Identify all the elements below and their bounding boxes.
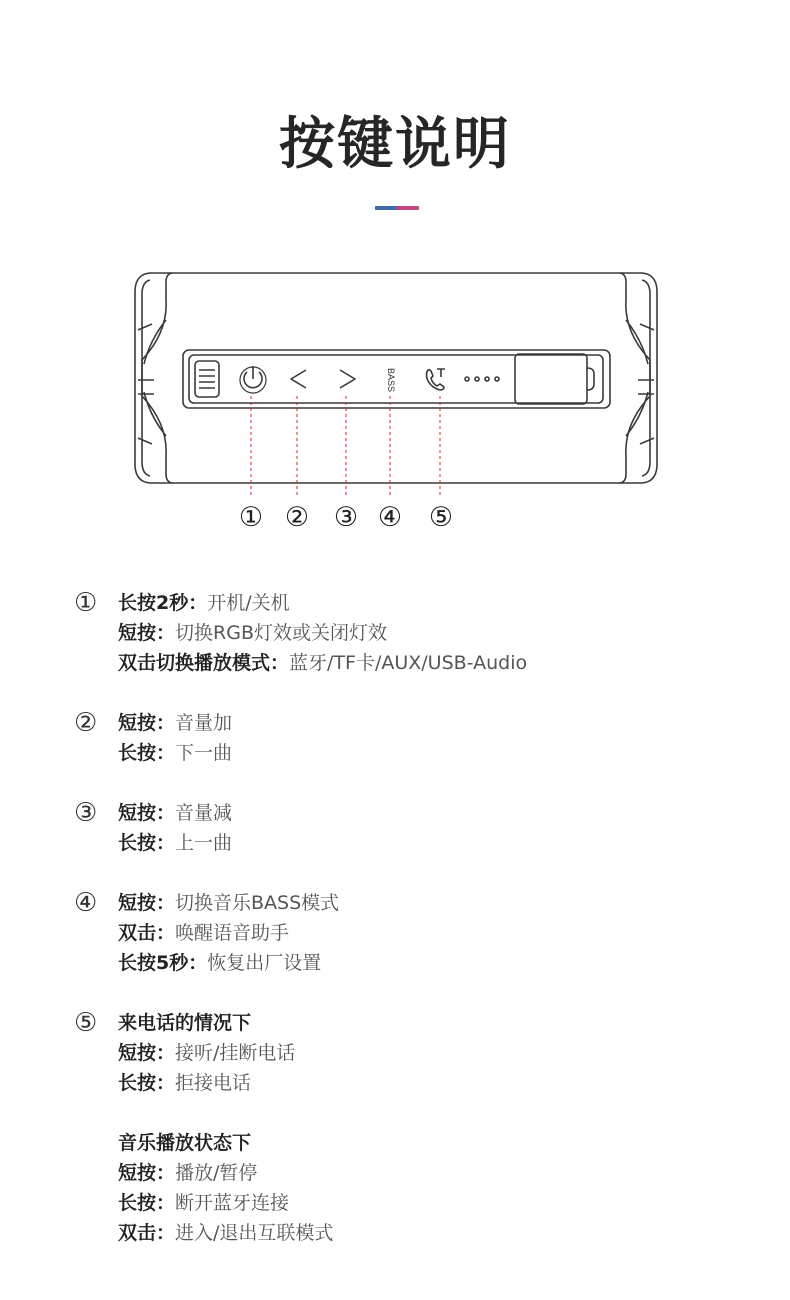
volume-down-button-icon (340, 370, 355, 388)
phone-button-icon (427, 369, 446, 390)
instruction-value: 上一曲 (175, 832, 233, 854)
callout-numbers (0, 500, 790, 540)
instruction-section-4 (74, 888, 764, 978)
instruction-value: 蓝牙/TF卡/AUX/USB-Audio (289, 652, 528, 674)
bass-button-label: BASS (386, 367, 396, 393)
instruction-subheading: 来电话的情况下 (118, 1012, 252, 1034)
section-number: ⑤ (74, 1008, 98, 1038)
instruction-label: 短按： (118, 622, 176, 644)
volume-up-button-icon (291, 370, 306, 388)
instruction-value: 切换RGB灯效或关闭灯效 (175, 622, 387, 644)
instruction-label: 短按： (118, 712, 176, 734)
instruction-value: 切换音乐BASS模式 (175, 892, 340, 914)
instruction-line (118, 888, 764, 918)
led-indicator-dots (465, 377, 499, 381)
instruction-line (118, 648, 764, 678)
instruction-label: 长按： (118, 742, 176, 764)
instruction-line (118, 738, 764, 768)
instruction-line (118, 708, 764, 738)
instruction-label: 长按： (118, 832, 176, 854)
instruction-line (118, 588, 764, 618)
section-number: ④ (74, 888, 98, 918)
button-instructions (74, 588, 764, 1248)
instruction-label: 短按： (118, 1162, 176, 1184)
instruction-label: 双击： (118, 1222, 176, 1244)
instruction-line (118, 1188, 764, 1218)
instruction-label: 长按2秒： (118, 592, 208, 614)
title-accent-bar (375, 206, 419, 210)
section-number: ① (74, 588, 98, 618)
instruction-line (118, 1038, 764, 1068)
instruction-line (118, 918, 764, 948)
instruction-value: 断开蓝牙连接 (175, 1192, 290, 1214)
instruction-value: 音量减 (175, 802, 233, 824)
instruction-label: 双击： (118, 922, 176, 944)
instruction-value: 播放/暂停 (175, 1162, 258, 1184)
callout-2: ② (284, 502, 310, 533)
instruction-label: 短按： (118, 892, 176, 914)
grip (195, 361, 219, 397)
callout-4: ④ (377, 502, 403, 533)
instruction-section-5 (74, 1008, 764, 1248)
instruction-value: 接听/挂断电话 (175, 1042, 296, 1064)
instruction-section-3 (74, 798, 764, 858)
instruction-line (118, 948, 764, 978)
instruction-label: 长按： (118, 1072, 176, 1094)
section-number: ③ (74, 798, 98, 828)
instruction-line (118, 618, 764, 648)
port-cover (515, 354, 587, 404)
instruction-line (118, 1158, 764, 1188)
instruction-value: 进入/退出互联模式 (175, 1222, 334, 1244)
instruction-line (118, 1218, 764, 1248)
instruction-line (118, 1068, 764, 1098)
instruction-line (118, 828, 764, 858)
callout-3: ③ (333, 502, 359, 533)
callout-5: ⑤ (428, 502, 454, 533)
instruction-section-2 (74, 708, 764, 768)
section-number: ② (74, 708, 98, 738)
instruction-line (118, 798, 764, 828)
instruction-section-1 (74, 588, 764, 678)
instruction-value: 音量加 (175, 712, 233, 734)
callout-1: ① (238, 502, 264, 533)
instruction-value: 恢复出厂设置 (207, 952, 322, 974)
instruction-value: 开机/关机 (207, 592, 290, 614)
instruction-value: 唤醒语音助手 (175, 922, 290, 944)
instruction-label: 短按： (118, 802, 176, 824)
instruction-label: 长按： (118, 1192, 176, 1214)
instruction-value: 拒接电话 (175, 1072, 252, 1094)
instruction-label: 双击切换播放模式： (118, 652, 290, 674)
page-title: 按键说明 (279, 112, 511, 177)
power-button-icon (240, 366, 266, 393)
instruction-value: 下一曲 (175, 742, 233, 764)
instruction-subheading: 音乐播放状态下 (118, 1132, 252, 1154)
instruction-label: 长按5秒： (118, 952, 208, 974)
instruction-label: 短按： (118, 1042, 176, 1064)
